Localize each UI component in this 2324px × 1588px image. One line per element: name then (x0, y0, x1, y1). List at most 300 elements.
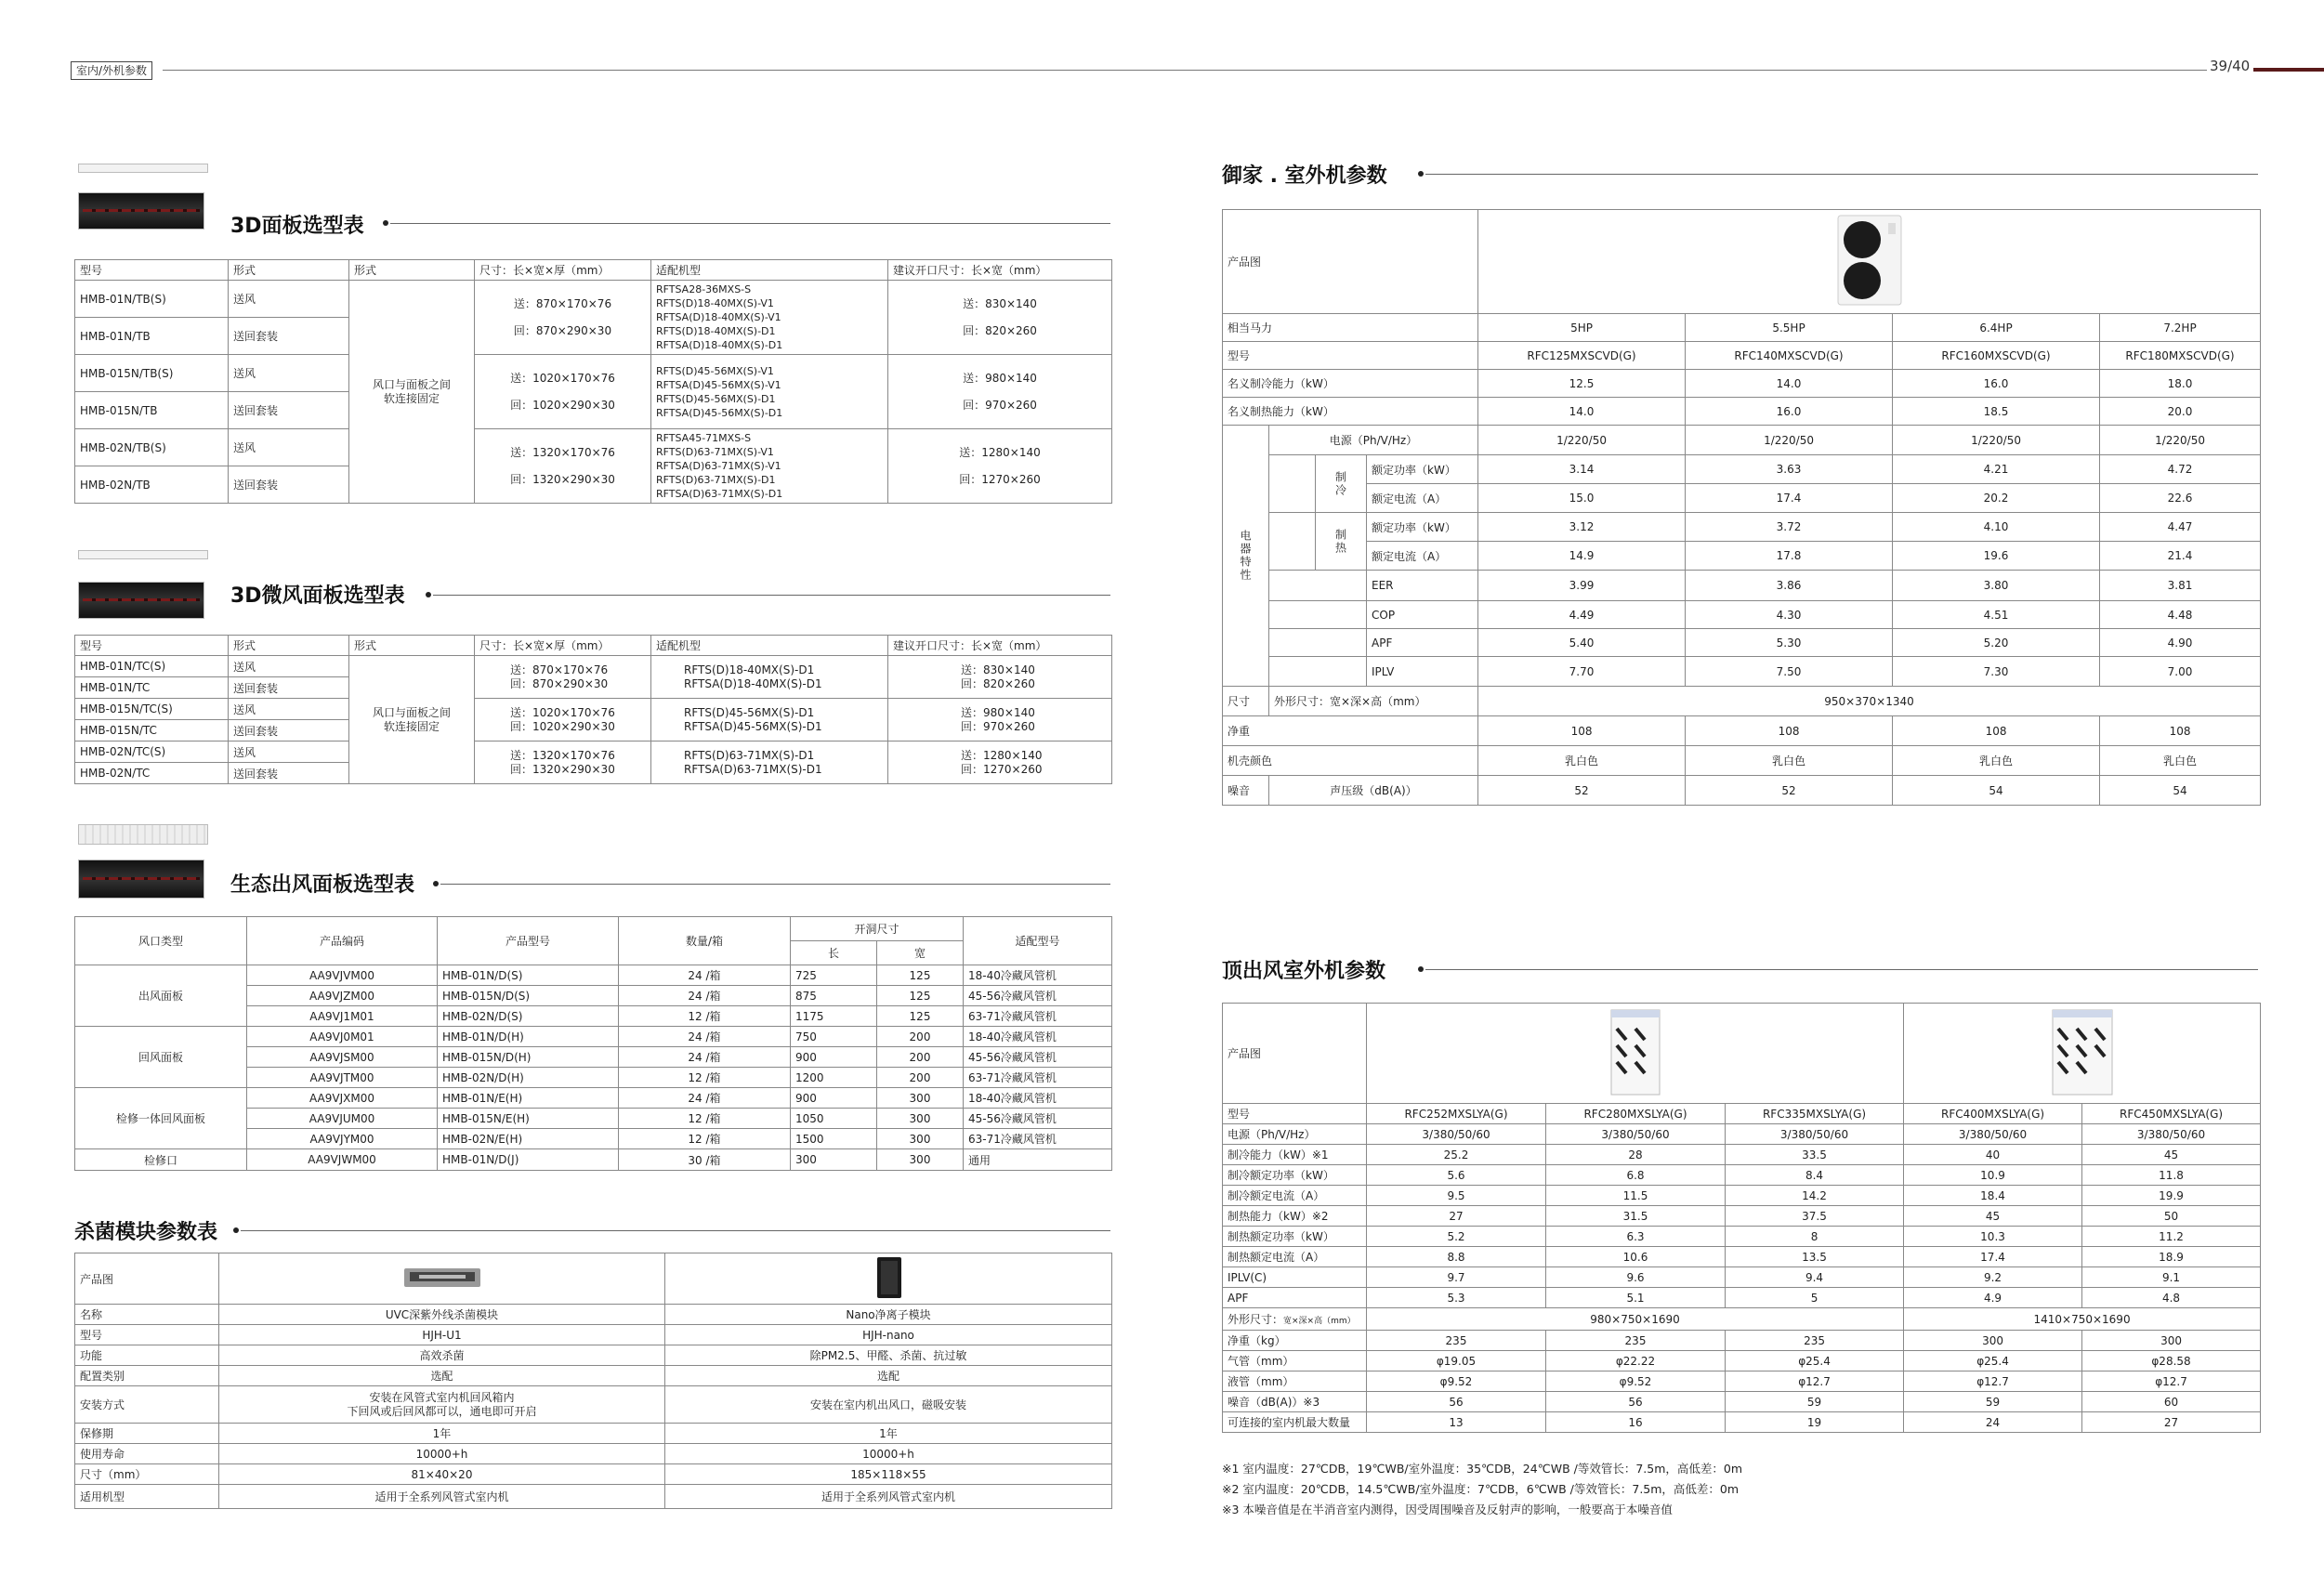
title-dot-icon (1418, 966, 1424, 972)
cell-label: 型号 (1223, 1104, 1367, 1124)
footnote: ※1 室内温度：27℃DB，19℃WB/室外温度：35℃DB，24℃WB /等效管长：7.5m，高低差：0m (1222, 1462, 1743, 1476)
cell-label: 额定功率（kW） (1367, 455, 1478, 484)
cell-label: 净重（kg） (1223, 1331, 1367, 1351)
cell: 1年 (219, 1424, 665, 1444)
cell: 4.9 (1904, 1288, 2082, 1308)
cell: 15.0 (1478, 484, 1686, 513)
cell: 10000+h (219, 1444, 665, 1464)
cell: AA9VJTM00 (247, 1068, 438, 1088)
cell: 45-56冷藏风管机 (964, 986, 1112, 1006)
cell: 3.12 (1478, 513, 1686, 542)
cell-label: 保修期 (75, 1424, 219, 1444)
cell: φ9.52 (1546, 1371, 1726, 1392)
cell-label: 电源（Ph/V/Hz） (1223, 1124, 1367, 1145)
cell: 3/380/50/60 (2082, 1124, 2261, 1145)
th-form: 形式 (229, 636, 349, 656)
th-form2: 形式 (349, 260, 475, 281)
cell-opening: 送：830×140 回：820×260 (888, 281, 1112, 355)
cell: AA9VJSM00 (247, 1047, 438, 1068)
title-dot-icon (233, 1227, 239, 1233)
cell-label: 制热额定电流（A） (1223, 1247, 1367, 1267)
cell: HMB-02N/E(H) (438, 1129, 619, 1149)
cell-form: 送风 (229, 742, 349, 763)
cell: 6.4HP (1893, 314, 2100, 342)
cell: 750 (791, 1027, 877, 1047)
cell: 300 (1904, 1331, 2082, 1351)
cell-form: 送回套装 (229, 763, 349, 784)
footnote: ※2 室内温度：20℃DB，14.5℃WB/室外温度：7℃DB，6℃WB /等效管长：7.5m，高低差：0m (1222, 1482, 1740, 1496)
eco-panel-table (74, 916, 1112, 1171)
cell: 16 (1546, 1412, 1726, 1433)
cell-blank (1269, 601, 1367, 629)
cell: 4.49 (1478, 601, 1686, 629)
cell-fit: RFTS(D)63-71MX(S)-D1 RFTSA(D)63-71MX(S)-D1 (651, 742, 888, 784)
cell-label: 安装方式 (75, 1386, 219, 1424)
cell: 10.6 (1546, 1247, 1726, 1267)
cell-size: 送：1320×170×76 回：1320×290×30 (475, 742, 651, 784)
panel-3d-breeze-table (74, 635, 1112, 784)
cell-label: 噪音 (1223, 776, 1269, 806)
cell: 33.5 (1726, 1145, 1904, 1165)
cell-label: 功能 (75, 1345, 219, 1366)
cell-size: 送：1020×170×76 回：1020×290×30 (475, 699, 651, 742)
cell: 60 (2082, 1392, 2261, 1412)
th-size: 尺寸：长×宽×厚（mm） (475, 260, 651, 281)
cell: 13 (1367, 1412, 1546, 1433)
cell-label: APF (1367, 629, 1478, 657)
th-opening: 开洞尺寸 (791, 917, 964, 941)
cell-model: HMB-015N/TB(S) (75, 355, 229, 392)
cell: 安装在风管式室内机回风箱内 下回风或后回风都可以，通电即可开启 (219, 1386, 665, 1424)
cell: 108 (1686, 716, 1893, 746)
cell-label: 额定电流（A） (1367, 542, 1478, 571)
cell: 18-40冷藏风管机 (964, 965, 1112, 986)
cell: 108 (2100, 716, 2261, 746)
cell-group: 出风面板 (75, 965, 247, 1027)
cell: 4.48 (2100, 601, 2261, 629)
cell: 235 (1367, 1331, 1546, 1351)
cell: UVC深紫外线杀菌模块 (219, 1305, 665, 1325)
cell-label: 尺寸 (1223, 687, 1269, 716)
cell: 950×370×1340 (1478, 687, 2261, 716)
cell: 56 (1546, 1392, 1726, 1412)
cell: 9.6 (1546, 1267, 1726, 1288)
th-opening: 建议开口尺寸：长×宽（mm） (888, 260, 1112, 281)
cell-blank (1269, 513, 1316, 571)
cell: 7.50 (1686, 657, 1893, 687)
panel-thumbnail-icon (78, 550, 208, 559)
outdoor-unit-icon (2049, 1008, 2116, 1096)
cell: 17.4 (1686, 484, 1893, 513)
cell-label: 制热能力（kW）※2 (1223, 1206, 1367, 1227)
section-divider (1425, 969, 2258, 970)
cell: 10.3 (1904, 1227, 2082, 1247)
cell: 45 (1904, 1206, 2082, 1227)
cell-blank (1269, 657, 1367, 687)
section-title: 3D面板选型表 (230, 215, 364, 238)
cell-label: 尺寸（mm） (75, 1464, 219, 1485)
cell: 18-40冷藏风管机 (964, 1088, 1112, 1109)
cell: 20.2 (1893, 484, 2100, 513)
cell: 18-40冷藏风管机 (964, 1027, 1112, 1047)
th-fit: 适配机型 (651, 260, 888, 281)
cell-label: 外形尺寸：宽×深×高（mm） (1223, 1308, 1367, 1331)
cell-form: 送风 (229, 281, 349, 318)
cell-group: 电器特性 (1223, 426, 1269, 687)
cell: φ25.4 (1726, 1351, 1904, 1371)
cell: 108 (1893, 716, 2100, 746)
cell-label: 制冷能力（kW）※1 (1223, 1145, 1367, 1165)
cell-label: 气管（mm） (1223, 1351, 1367, 1371)
cell: HMB-01N/D(S) (438, 965, 619, 986)
cell: 9.1 (2082, 1267, 2261, 1288)
cell-label: COP (1367, 601, 1478, 629)
cell: RFC450MXSLYA(G) (2082, 1104, 2261, 1124)
footnotes (1222, 1459, 1742, 1520)
cell-label: 型号 (75, 1325, 219, 1345)
cell: HMB-015N/D(H) (438, 1047, 619, 1068)
cell: 3.14 (1478, 455, 1686, 484)
cell: 3/380/50/60 (1546, 1124, 1726, 1145)
cell-label: IPLV(C) (1223, 1267, 1367, 1288)
nano-module-image (665, 1253, 1112, 1305)
cell: 5HP (1478, 314, 1686, 342)
panel-thumbnail-icon (78, 164, 208, 173)
cell-label: 制热额定功率（kW） (1223, 1227, 1367, 1247)
panel-thumbnail-icon (78, 824, 208, 845)
cell: 19 (1726, 1412, 1904, 1433)
cell-model: HMB-015N/TC (75, 720, 229, 742)
cell-label: 产品图 (75, 1253, 219, 1305)
header-accent-bar (2253, 68, 2324, 72)
cell: 18.9 (2082, 1247, 2261, 1267)
cell: 4.90 (2100, 629, 2261, 657)
cell: φ9.52 (1367, 1371, 1546, 1392)
cell: 16.0 (1686, 398, 1893, 426)
cell: 5 (1726, 1288, 1904, 1308)
cell: 125 (877, 1006, 964, 1027)
cell-label: 名称 (75, 1305, 219, 1325)
th-qty: 数量/箱 (619, 917, 791, 965)
cell: 18.0 (2100, 370, 2261, 398)
cell: 9.2 (1904, 1267, 2082, 1288)
cell: 3.72 (1686, 513, 1893, 542)
cell: 12 /箱 (619, 1006, 791, 1027)
cell: 5.2 (1367, 1227, 1546, 1247)
cell: 8.8 (1367, 1247, 1546, 1267)
cell: 除PM2.5、甲醛、杀菌、抗过敏 (665, 1345, 1112, 1366)
cell: φ22.22 (1546, 1351, 1726, 1371)
cell-label: 额定功率（kW） (1367, 513, 1478, 542)
cell-size: 送：1320×170×76 回：1320×290×30 (475, 429, 651, 504)
cell: HJH-U1 (219, 1325, 665, 1345)
cell: 乳白色 (1893, 746, 2100, 776)
cell-model: HMB-01N/TC (75, 677, 229, 699)
cell: 17.8 (1686, 542, 1893, 571)
section-title: 杀菌模块参数表 (74, 1221, 218, 1244)
cell: 7.2HP (2100, 314, 2261, 342)
title-dot-icon (383, 220, 388, 226)
cell: 7.30 (1893, 657, 2100, 687)
cell: 适用于全系列风管式室内机 (665, 1485, 1112, 1509)
th-fit: 适配机型 (651, 636, 888, 656)
cell-form: 送风 (229, 355, 349, 392)
cell: 30 /箱 (619, 1149, 791, 1171)
cell: 24 /箱 (619, 986, 791, 1006)
cell: 10000+h (665, 1444, 1112, 1464)
cell-label: 机壳颜色 (1223, 746, 1478, 776)
cell: 5.40 (1478, 629, 1686, 657)
cell: RFC125MXSCVD(G) (1478, 342, 1686, 370)
cell: RFC180MXSCVD(G) (2100, 342, 2261, 370)
header-tag: 室内/外机参数 (71, 61, 152, 80)
cell: 11.8 (2082, 1165, 2261, 1186)
cell-form: 送回套装 (229, 677, 349, 699)
cell: AA9VJ1M01 (247, 1006, 438, 1027)
cell: 4.21 (1893, 455, 2100, 484)
cell: 24 /箱 (619, 1027, 791, 1047)
th-vent-type: 风口类型 (75, 917, 247, 965)
cell: 1200 (791, 1068, 877, 1088)
cell: RFC140MXSCVD(G) (1686, 342, 1893, 370)
cell: 14.0 (1686, 370, 1893, 398)
cell: 18.5 (1893, 398, 2100, 426)
cell: φ12.7 (2082, 1371, 2261, 1392)
cell: 4.47 (2100, 513, 2261, 542)
cell: 235 (1546, 1331, 1726, 1351)
cell: 24 /箱 (619, 1088, 791, 1109)
cell: Nano净离子模块 (665, 1305, 1112, 1325)
title-dot-icon (433, 881, 439, 886)
cell-label: 可连接的室内机最大数量 (1223, 1412, 1367, 1433)
cell: 9.4 (1726, 1267, 1904, 1288)
cell: 875 (791, 986, 877, 1006)
panel-image-icon (78, 582, 204, 619)
outdoor-unit-image (1367, 1004, 1904, 1104)
cell-label: 型号 (1223, 342, 1478, 370)
cell: 20.0 (2100, 398, 2261, 426)
yujia-outdoor-table (1222, 209, 2261, 806)
section-divider (1425, 174, 2258, 175)
cell: 14.9 (1478, 542, 1686, 571)
cell: 37.5 (1726, 1206, 1904, 1227)
cell: 50 (2082, 1206, 2261, 1227)
cell: 25.2 (1367, 1145, 1546, 1165)
th-fit: 适配型号 (964, 917, 1112, 965)
cell: 300 (2082, 1331, 2261, 1351)
outdoor-unit-icon (1608, 1008, 1663, 1096)
cell: 3/380/50/60 (1904, 1124, 2082, 1145)
cell-opening: 送：980×140 回：970×260 (888, 699, 1112, 742)
cell: 8.4 (1726, 1165, 1904, 1186)
cell-label: 名义制冷能力（kW） (1223, 370, 1478, 398)
th-model: 型号 (75, 636, 229, 656)
section-title: 3D微风面板选型表 (230, 584, 405, 608)
cell-fit: RFTS(D)45-56MX(S)-D1 RFTSA(D)45-56MX(S)-D1 (651, 699, 888, 742)
cell: 6.8 (1546, 1165, 1726, 1186)
cell: 18.4 (1904, 1186, 2082, 1206)
outdoor-unit-image (1478, 210, 2261, 314)
cell: 3.81 (2100, 571, 2261, 601)
cell: RFC400MXSLYA(G) (1904, 1104, 2082, 1124)
th-code: 产品编码 (247, 917, 438, 965)
cell: 11.5 (1546, 1186, 1726, 1206)
cell-connect: 风口与面板之间软连接固定 (349, 656, 475, 784)
cell: 5.1 (1546, 1288, 1726, 1308)
cell: 5.3 (1367, 1288, 1546, 1308)
cell: 1年 (665, 1424, 1112, 1444)
cell: 185×118×55 (665, 1464, 1112, 1485)
cell: AA9VJVM00 (247, 965, 438, 986)
cell: 3.80 (1893, 571, 2100, 601)
cell: 4.72 (2100, 455, 2261, 484)
cell: 乳白色 (2100, 746, 2261, 776)
cell: 选配 (219, 1366, 665, 1386)
cell: 通用 (964, 1149, 1112, 1171)
cell: 24 /箱 (619, 965, 791, 986)
cell-blank (1269, 571, 1367, 601)
cell-fit: RFTSA45-71MXS-S RFTS(D)63-71MX(S)-V1 RFTSA(D)63-71MX(S)-V1 RFTS(D)63-71MX(S)-D1 RFTSA(D)63-71MX(S)-D1 (651, 429, 888, 504)
th-length: 长 (791, 941, 877, 965)
cell: φ19.05 (1367, 1351, 1546, 1371)
cell: 81×40×20 (219, 1464, 665, 1485)
outdoor-unit-icon (1832, 214, 1907, 307)
cell: 11.2 (2082, 1227, 2261, 1247)
cell: φ12.7 (1726, 1371, 1904, 1392)
cell: 45 (2082, 1145, 2261, 1165)
cell-model: HMB-01N/TC(S) (75, 656, 229, 677)
cell-size: 送：1020×170×76 回：1020×290×30 (475, 355, 651, 429)
title-dot-icon (1418, 171, 1424, 177)
uvc-module-image (219, 1253, 665, 1305)
cell: HMB-02N/D(H) (438, 1068, 619, 1088)
cell: 59 (1726, 1392, 1904, 1412)
cell: 17.4 (1904, 1247, 2082, 1267)
th-form2: 形式 (349, 636, 475, 656)
cell: AA9VJUM00 (247, 1109, 438, 1129)
cell: 200 (877, 1047, 964, 1068)
cell: 300 (791, 1149, 877, 1171)
cell-opening: 送：1280×140 回：1270×260 (888, 742, 1112, 784)
th-size: 尺寸：长×宽×厚（mm） (475, 636, 651, 656)
cell: HMB-01N/D(J) (438, 1149, 619, 1171)
section-title: 御家 . 室外机参数 (1222, 164, 1387, 188)
cell: 3.86 (1686, 571, 1893, 601)
th-form: 形式 (229, 260, 349, 281)
cell: 24 (1904, 1412, 2082, 1433)
cell-subgroup: 制冷 (1316, 455, 1367, 513)
cell: 乳白色 (1686, 746, 1893, 776)
cell: 9.7 (1367, 1267, 1546, 1288)
cell: AA9VJWM00 (247, 1149, 438, 1171)
cell: 乳白色 (1478, 746, 1686, 776)
cell: 4.8 (2082, 1288, 2261, 1308)
cell: 63-71冷藏风管机 (964, 1068, 1112, 1088)
cell: 4.10 (1893, 513, 2100, 542)
cell: 1/220/50 (1893, 426, 2100, 455)
cell: 7.00 (2100, 657, 2261, 687)
cell: 选配 (665, 1366, 1112, 1386)
cell-label: 制冷额定电流（A） (1223, 1186, 1367, 1206)
cell-form: 送风 (229, 656, 349, 677)
cell: 59 (1904, 1392, 2082, 1412)
cell-connect: 风口与面板之间软连接固定 (349, 281, 475, 504)
cell: φ25.4 (1904, 1351, 2082, 1371)
cell-label: 声压级（dB(A)） (1269, 776, 1478, 806)
cell-form: 送回套装 (229, 318, 349, 355)
cell: AA9VJZM00 (247, 986, 438, 1006)
cell: 1/220/50 (1478, 426, 1686, 455)
cell-label: EER (1367, 571, 1478, 601)
cell-model: HMB-01N/TB(S) (75, 281, 229, 318)
cell-label: 电源（Ph/V/Hz） (1269, 426, 1478, 455)
th-width: 宽 (877, 941, 964, 965)
cell-fit: RFTSA28-36MXS-S RFTS(D)18-40MX(S)-V1 RFTSA(D)18-40MX(S)-V1 RFTS(D)18-40MX(S)-D1 RFTSA(D)18-40MX(S)-D1 (651, 281, 888, 355)
outdoor-unit-image (1904, 1004, 2261, 1104)
cell: 300 (877, 1109, 964, 1129)
cell-model: HMB-015N/TC(S) (75, 699, 229, 720)
cell: 9.5 (1367, 1186, 1546, 1206)
cell: 27 (1367, 1206, 1546, 1227)
section-divider (433, 595, 1110, 596)
cell-label: 外形尺寸：宽×深×高（mm） (1269, 687, 1478, 716)
cell-label: 使用寿命 (75, 1444, 219, 1464)
cell: 5.30 (1686, 629, 1893, 657)
cell-fit: RFTS(D)45-56MX(S)-V1 RFTSA(D)45-56MX(S)-V1 RFTS(D)45-56MX(S)-D1 RFTSA(D)45-56MX(S)-D1 (651, 355, 888, 429)
cell: 5.6 (1367, 1165, 1546, 1186)
cell: 1/220/50 (2100, 426, 2261, 455)
cell: 12 /箱 (619, 1129, 791, 1149)
cell-label: 噪音（dB(A)）※3 (1223, 1392, 1367, 1412)
cell: AA9VJXM00 (247, 1088, 438, 1109)
th-opening: 建议开口尺寸：长×宽（mm） (888, 636, 1112, 656)
cell: 52 (1478, 776, 1686, 806)
cell: HMB-01N/D(H) (438, 1027, 619, 1047)
cell: 980×750×1690 (1367, 1308, 1904, 1331)
cell: 12 /箱 (619, 1109, 791, 1129)
cell: 12 /箱 (619, 1068, 791, 1088)
panel-image-icon (78, 192, 204, 230)
cell: 235 (1726, 1331, 1904, 1351)
section-title: 顶出风室外机参数 (1222, 960, 1386, 983)
cell: 56 (1367, 1392, 1546, 1412)
cell: 300 (877, 1129, 964, 1149)
panel-image-icon (78, 860, 204, 899)
cell: 200 (877, 1027, 964, 1047)
cell: 16.0 (1893, 370, 2100, 398)
cell: 54 (2100, 776, 2261, 806)
cell: 19.6 (1893, 542, 2100, 571)
cell-model: HMB-01N/TB (75, 318, 229, 355)
cell: 适用于全系列风管式室内机 (219, 1485, 665, 1509)
cell-size: 送：870×170×76 回：870×290×30 (475, 281, 651, 355)
cell-label: 相当马力 (1223, 314, 1478, 342)
cell: 125 (877, 965, 964, 986)
cell: 1500 (791, 1129, 877, 1149)
cell: 725 (791, 965, 877, 986)
cell: 900 (791, 1088, 877, 1109)
cell: 54 (1893, 776, 2100, 806)
cell: 安装在室内机出风口，磁吸安装 (665, 1386, 1112, 1424)
cell: 300 (877, 1088, 964, 1109)
cell-group: 回风面板 (75, 1027, 247, 1088)
cell: RFC335MXSLYA(G) (1726, 1104, 1904, 1124)
cell: φ12.7 (1904, 1371, 2082, 1392)
uvc-module-icon (400, 1261, 484, 1294)
cell: 900 (791, 1047, 877, 1068)
section-title: 生态出风面板选型表 (230, 873, 415, 897)
cell: 63-71冷藏风管机 (964, 1129, 1112, 1149)
